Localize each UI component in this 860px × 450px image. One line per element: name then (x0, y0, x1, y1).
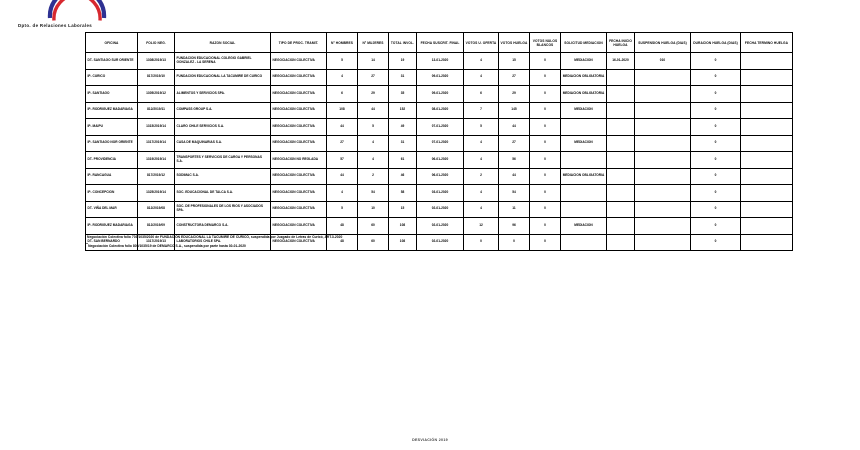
cell-fecha-termino-huelga (741, 86, 793, 103)
cell-fecha-termino-huelga (741, 152, 793, 169)
cell-suspension-dias (635, 102, 691, 119)
cell-fecha-suscrit-final: 02-01-2020 (417, 201, 464, 218)
cell-duracion-dias: 0 (691, 152, 741, 169)
cell-tipo-proc: NEGOCIACION COLECTIVA (271, 135, 327, 152)
cell-votos-nulos: 0 (530, 234, 561, 251)
cell-fecha-inicio-huelga (607, 69, 635, 86)
cell-duracion-dias: 0 (691, 102, 741, 119)
cell-duracion-dias: 0 (691, 168, 741, 185)
cell-n-mujeres: 60 (358, 234, 389, 251)
cell-votos-nulos: 0 (530, 152, 561, 169)
col-header-votos-huelga: VOTOS HUELGA (499, 33, 530, 53)
cell-razon-social: TRANSPORTES Y SERVICIOS DE CARGA Y PERSONAS S.A. (175, 152, 271, 169)
cell-solicitud-mediacion (561, 119, 607, 136)
table-row (86, 168, 793, 185)
cell-oficina: IP- CONCEPCION (86, 185, 138, 202)
cell-tipo-proc: NEGOCIACION COLECTIVA (271, 201, 327, 218)
cell-fecha-inicio-huelga (607, 168, 635, 185)
cell-folio: 1317/2019/13 (138, 234, 175, 251)
cell-n-mujeres: 44 (358, 102, 389, 119)
cell-oficina: DT- VIÑA DEL MAR (86, 201, 138, 218)
cell-n-hombres: 5 (327, 53, 358, 70)
cell-fecha-inicio-huelga (607, 102, 635, 119)
cell-votos-u-oferta: 4 (464, 53, 499, 70)
cell-fecha-inicio-huelga (607, 152, 635, 169)
cell-n-mujeres: 5 (358, 119, 389, 136)
cell-votos-huelga: 0 (499, 234, 530, 251)
cell-folio: 817/2019/12 (138, 168, 175, 185)
table-row (86, 218, 793, 235)
col-header-fecha-suscrit-final: FECHA SUSCRIT. FINAL (417, 33, 464, 53)
cell-n-hombres: 44 (327, 168, 358, 185)
direccion-del-trabajo-logo (46, 0, 108, 24)
cell-razon-social: CASA DE MAQUINARIAS S.A. (175, 135, 271, 152)
cell-fecha-termino-huelga (741, 102, 793, 119)
cell-suspension-dias (635, 218, 691, 235)
table-header-row (86, 33, 793, 53)
footnote-text: Negociación Colectiva folio 703/1035/2020 de FUNDACIÓN EDUCACIONAL LA TACUMIRE DE CURICÓ, suspendida por Juzgado de Letras de Curicó, ART.3-2020 (87, 235, 343, 240)
cell-tipo-proc: NEGOCIACION COLECTIVA (271, 168, 327, 185)
cell-votos-u-oferta: 4 (464, 185, 499, 202)
cell-n-mujeres: 2 (358, 168, 389, 185)
cell-votos-nulos: 0 (530, 86, 561, 103)
table-row (86, 119, 793, 136)
cell-votos-u-oferta: 12 (464, 218, 499, 235)
footnote-text: Negociación Colectiva folio 805/1035/19 de DEMARCO S.A., suspendida por parte hasta 30-01-2020 (88, 243, 246, 248)
cell-votos-u-oferta: 4 (464, 152, 499, 169)
cell-fecha-suscrit-final: 08-01-2020 (417, 102, 464, 119)
col-header-votos-u-oferta: VOTOS U. OFERTA (464, 33, 499, 53)
table-row (86, 135, 793, 152)
cell-tipo-proc: NEGOCIACION COLECTIVA (271, 86, 327, 103)
cell-total-invol: 49 (389, 119, 417, 136)
cell-n-mujeres: 4 (358, 152, 389, 169)
col-header-votos-nulos-blancos: VOTOS NULOS BLANCOS (530, 33, 561, 53)
strike-records-table (85, 32, 793, 251)
cell-tipo-proc: NEGOCIACION COLECTIVA (271, 119, 327, 136)
cell-total-invol: 35 (389, 86, 417, 103)
cell-duracion-dias: 0 (691, 201, 741, 218)
cell-suspension-dias (635, 201, 691, 218)
cell-duracion-dias: 0 (691, 69, 741, 86)
cell-tipo-proc: NEGOCIACION COLECTIVA (271, 218, 327, 235)
cell-votos-u-oferta: 4 (464, 69, 499, 86)
cell-votos-u-oferta: 2 (464, 168, 499, 185)
col-header-n-mujeres: N° MUJERES (358, 33, 389, 53)
cell-n-mujeres: 27 (358, 69, 389, 86)
department-label: Dpto. de Relaciones Laborales (18, 23, 93, 28)
cell-oficina: DT- SANTIAGO SUR ORIENTE (86, 53, 138, 70)
cell-duracion-dias: 0 (691, 135, 741, 152)
cell-votos-u-oferta: 7 (464, 102, 499, 119)
cell-oficina: IP- CURICO (86, 69, 138, 86)
cell-n-hombres: 48 (327, 218, 358, 235)
cell-duracion-dias: 0 (691, 53, 741, 70)
cell-votos-u-oferta: 5 (464, 119, 499, 136)
footnote-marker: ** (86, 242, 89, 246)
cell-total-invol: 15 (389, 201, 417, 218)
cell-votos-nulos: 0 (530, 119, 561, 136)
table-row (86, 53, 793, 70)
cell-folio: 1319/2019/14 (138, 152, 175, 169)
cell-fecha-inicio-huelga (607, 119, 635, 136)
cell-votos-huelga: 27 (499, 69, 530, 86)
cell-n-hombres: 48 (327, 234, 358, 251)
col-header-fecha-inicio-huelga: FECHA INICIO HUELGA (607, 33, 635, 53)
cell-razon-social: SOC. DE PROFESIONALES DE LOS RIOS Y ASOCIADOS SPA. (175, 201, 271, 218)
footnote (86, 243, 786, 248)
cell-n-hombres: 5 (327, 201, 358, 218)
cell-fecha-inicio-huelga: 16-01-2020 (607, 53, 635, 70)
cell-fecha-suscrit-final: 07-01-2020 (417, 119, 464, 136)
cell-votos-huelga: 15 (499, 53, 530, 70)
cell-fecha-termino-huelga (741, 135, 793, 152)
col-header-total-invol: TOTAL INVOL. (389, 33, 417, 53)
cell-n-mujeres: 10 (358, 201, 389, 218)
cell-oficina: IP- SANTIAGO NOR ORIENTE (86, 135, 138, 152)
table-row (86, 102, 793, 119)
cell-fecha-termino-huelga (741, 53, 793, 70)
cell-razon-social: ALIMENTOS Y SERVICIOS SPA. (175, 86, 271, 103)
cell-total-invol: 46 (389, 168, 417, 185)
cell-solicitud-mediacion (561, 185, 607, 202)
cell-fecha-inicio-huelga (607, 135, 635, 152)
table-row (86, 69, 793, 86)
col-header-oficina: OFICINA (86, 33, 138, 53)
cell-total-invol: 31 (389, 135, 417, 152)
cell-n-hombres: 4 (327, 185, 358, 202)
cell-oficina: DT- PROVIDENCIA (86, 152, 138, 169)
cell-total-invol: 152 (389, 102, 417, 119)
cell-votos-u-oferta: 0 (464, 234, 499, 251)
cell-razon-social: CLARO CHILE SERVICIOS S.A. (175, 119, 271, 136)
cell-n-mujeres: 54 (358, 185, 389, 202)
cell-suspension-dias (635, 152, 691, 169)
cell-solicitud-mediacion (561, 152, 607, 169)
cell-duracion-dias: 0 (691, 185, 741, 202)
cell-votos-nulos: 0 (530, 102, 561, 119)
cell-fecha-termino-huelga (741, 168, 793, 185)
cell-razon-social: COMPASS GROUP S.A. (175, 102, 271, 119)
letterhead (0, 0, 860, 30)
cell-tipo-proc: NEGOCIACION NO REGLADA (271, 152, 327, 169)
cell-fecha-termino-huelga (741, 69, 793, 86)
cell-duracion-dias: 0 (691, 119, 741, 136)
logo-arc-icon (46, 0, 108, 24)
cell-razon-social: LABORATORIOS CHILE SPA. (175, 234, 271, 251)
table-row (86, 185, 793, 202)
cell-fecha-suscrit-final: 09-01-2020 (417, 69, 464, 86)
cell-votos-nulos: 0 (530, 218, 561, 235)
cell-folio: 1305/2019/12 (138, 86, 175, 103)
cell-votos-nulos: 0 (530, 53, 561, 70)
table-row (86, 152, 793, 169)
cell-fecha-inicio-huelga (607, 185, 635, 202)
cell-solicitud-mediacion: MEDIACION OBLIGATORIA (561, 86, 607, 103)
cell-tipo-proc: NEGOCIACION COLECTIVA (271, 53, 327, 70)
cell-folio: 1317/2019/14 (138, 135, 175, 152)
cell-fecha-termino-huelga (741, 201, 793, 218)
footnote (86, 234, 786, 239)
cell-suspension-dias (635, 185, 691, 202)
cell-votos-u-oferta: 4 (464, 135, 499, 152)
table-row (86, 201, 793, 218)
cell-oficina: IP- SANTIAGO (86, 86, 138, 103)
cell-folio: 817/2019/10 (138, 69, 175, 86)
cell-votos-u-oferta: 4 (464, 201, 499, 218)
cell-votos-huelga: 44 (499, 168, 530, 185)
cell-oficina: IP- RODRIGUEZ MADARIAGA (86, 218, 138, 235)
cell-razon-social: SODIMAC S.A. (175, 168, 271, 185)
cell-fecha-inicio-huelga (607, 86, 635, 103)
cell-razon-social: FUNDACION EDUCACIONAL COLEGIO GABRIEL GONZALEZ - LA SERENA (175, 53, 271, 70)
cell-n-mujeres: 4 (358, 135, 389, 152)
cell-fecha-suscrit-final: 07-01-2020 (417, 135, 464, 152)
cell-n-hombres: 6 (327, 86, 358, 103)
cell-fecha-termino-huelga (741, 218, 793, 235)
cell-suspension-dias (635, 168, 691, 185)
cell-tipo-proc: NEGOCIACION COLECTIVA (271, 234, 327, 251)
cell-oficina: DT- SAN BERNARDO (86, 234, 138, 251)
cell-fecha-suscrit-final: 09-01-2020 (417, 86, 464, 103)
footnote-marker: * (86, 234, 88, 237)
cell-solicitud-mediacion (561, 201, 607, 218)
cell-n-mujeres: 29 (358, 86, 389, 103)
cell-total-invol: 61 (389, 152, 417, 169)
col-header-n-hombres: N° HOMBRES (327, 33, 358, 53)
cell-n-hombres: 44 (327, 119, 358, 136)
cell-votos-nulos: 0 (530, 168, 561, 185)
cell-fecha-termino-huelga (741, 185, 793, 202)
cell-solicitud-mediacion: MEDIACION (561, 102, 607, 119)
cell-solicitud-mediacion: MEDIACION (561, 218, 607, 235)
page-footer: DESVIACIÓN 2019 (412, 438, 448, 442)
cell-votos-huelga: 145 (499, 102, 530, 119)
col-header-solicitud-mediacion: SOLICITUD MEDIACION (561, 33, 607, 53)
cell-oficina: IP- MAIPU (86, 119, 138, 136)
cell-folio: 812/2019/11 (138, 102, 175, 119)
cell-tipo-proc: NEGOCIACION COLECTIVA (271, 185, 327, 202)
cell-razon-social: CONSTRUCTORA DEMARCO S.A. (175, 218, 271, 235)
cell-folio: 1325/2019/14 (138, 185, 175, 202)
col-header-suspension-huelga: SUSPENSION HUELGA (DIAS) (635, 33, 691, 53)
cell-solicitud-mediacion: MEDIACION (561, 135, 607, 152)
cell-folio: 1308/2019/13 (138, 53, 175, 70)
cell-votos-huelga: 54 (499, 185, 530, 202)
table-body (86, 53, 793, 251)
cell-duracion-dias: 0 (691, 218, 741, 235)
footnotes-block (86, 234, 786, 252)
cell-suspension-dias (635, 135, 691, 152)
cell-total-invol: 108 (389, 218, 417, 235)
cell-duracion-dias: 0 (691, 234, 741, 251)
cell-fecha-suscrit-final: 13-01-2020 (417, 53, 464, 70)
cell-folio: 1315/2019/14 (138, 119, 175, 136)
cell-fecha-inicio-huelga (607, 201, 635, 218)
table-row (86, 86, 793, 103)
cell-n-mujeres: 60 (358, 218, 389, 235)
cell-total-invol: 58 (389, 185, 417, 202)
cell-tipo-proc: NEGOCIACION COLECTIVA (271, 102, 327, 119)
cell-folio: 812/2019/08 (138, 201, 175, 218)
cell-suspension-dias (635, 69, 691, 86)
cell-tipo-proc: NEGOCIACION COLECTIVA (271, 69, 327, 86)
col-header-tipo-proc: TIPO DE PROC. TRAMIT. (271, 33, 327, 53)
cell-n-hombres: 57 (327, 152, 358, 169)
cell-n-hombres: 108 (327, 102, 358, 119)
cell-votos-huelga: 44 (499, 119, 530, 136)
col-header-razon-social: RAZON SOCIAL (175, 33, 271, 53)
cell-total-invol: 108 (389, 234, 417, 251)
cell-solicitud-mediacion: MEDIACION OBLIGATORIA (561, 69, 607, 86)
cell-fecha-suscrit-final: 06-01-2020 (417, 168, 464, 185)
cell-votos-nulos: 0 (530, 69, 561, 86)
cell-n-mujeres: 14 (358, 53, 389, 70)
cell-total-invol: 31 (389, 69, 417, 86)
cell-votos-huelga: 96 (499, 218, 530, 235)
cell-suspension-dias: 010 (635, 53, 691, 70)
cell-fecha-suscrit-final: 02-01-2020 (417, 234, 464, 251)
cell-votos-u-oferta: 6 (464, 86, 499, 103)
table-header (86, 33, 793, 53)
col-header-fecha-termino-huelga: FECHA TERMINO HUELGA (741, 33, 793, 53)
cell-votos-huelga: 11 (499, 201, 530, 218)
col-header-duracion-huelga: DURACION HUELGA (DIAS) (691, 33, 741, 53)
cell-fecha-inicio-huelga (607, 218, 635, 235)
cell-solicitud-mediacion: MEDIACION OBLIGATORIA (561, 168, 607, 185)
cell-votos-huelga: 56 (499, 152, 530, 169)
cell-oficina: IP- RANCAGUA (86, 168, 138, 185)
cell-votos-huelga: 29 (499, 86, 530, 103)
cell-fecha-suscrit-final: 03-01-2020 (417, 185, 464, 202)
cell-razon-social: FUNDACION EDUCACIONAL LA TACUMIRE DE CURICO (175, 69, 271, 86)
cell-suspension-dias (635, 119, 691, 136)
cell-duracion-dias: 0 (691, 86, 741, 103)
cell-fecha-suscrit-final: 06-01-2020 (417, 152, 464, 169)
strike-table-container (85, 32, 789, 251)
cell-razon-social: SOC. EDUCACIONAL DE TALCA S.A. (175, 185, 271, 202)
cell-votos-nulos: 0 (530, 135, 561, 152)
cell-votos-nulos: 0 (530, 201, 561, 218)
cell-n-hombres: 27 (327, 135, 358, 152)
cell-total-invol: 19 (389, 53, 417, 70)
cell-votos-huelga: 27 (499, 135, 530, 152)
col-header-folio-neg: FOLIO NEG. (138, 33, 175, 53)
cell-fecha-suscrit-final: 02-01-2020 (417, 218, 464, 235)
cell-n-hombres: 4 (327, 69, 358, 86)
cell-fecha-termino-huelga (741, 119, 793, 136)
cell-oficina: IP- RODRIGUEZ MADARIAGA (86, 102, 138, 119)
cell-votos-nulos: 0 (530, 185, 561, 202)
cell-suspension-dias (635, 86, 691, 103)
cell-folio: 812/2019/09 (138, 218, 175, 235)
cell-solicitud-mediacion: MEDIACION (561, 53, 607, 70)
